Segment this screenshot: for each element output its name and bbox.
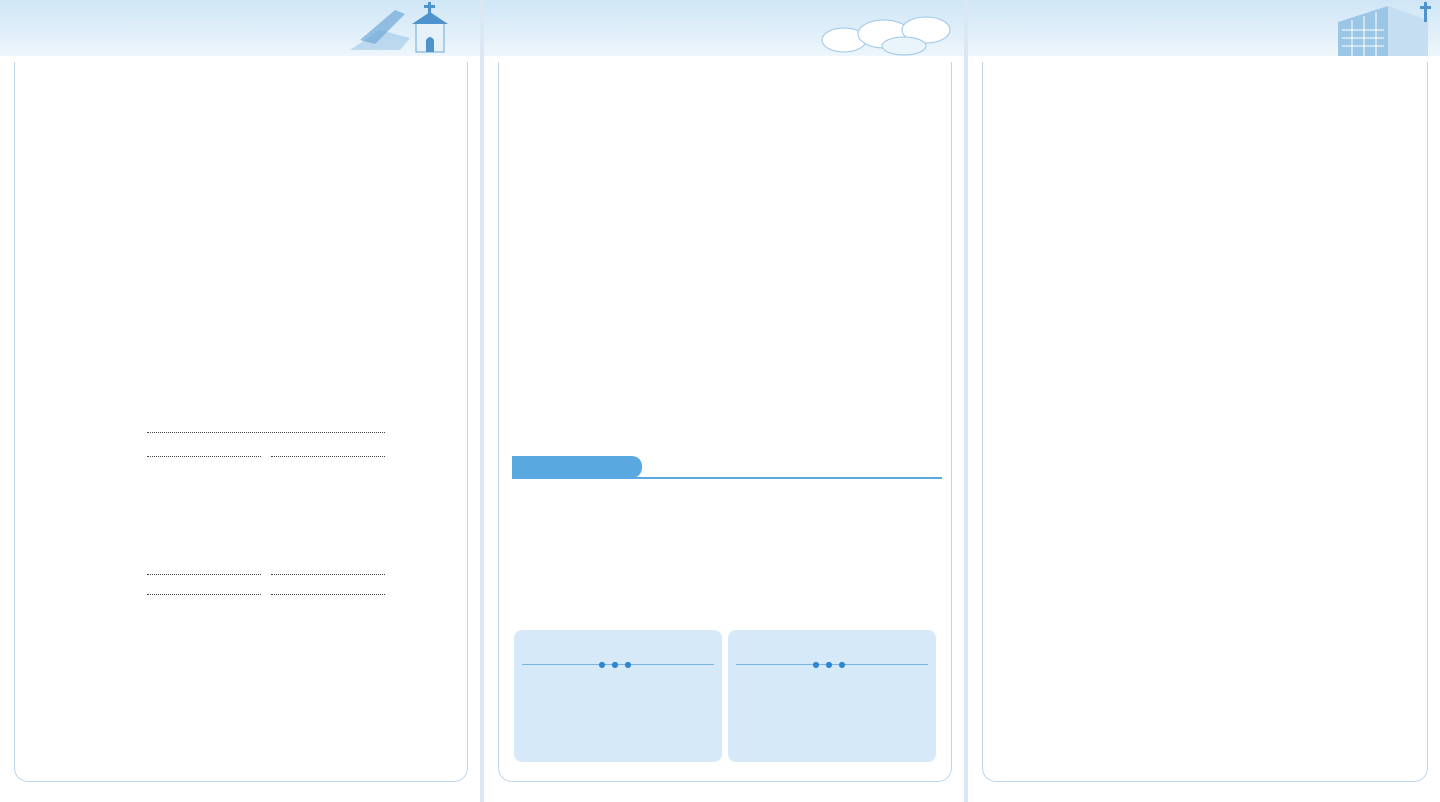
praise-row-1 [62,570,468,571]
sheep-icon [804,0,964,56]
wednesday-header [512,456,942,478]
panel-header [484,0,964,56]
friday-prayer-box [728,630,936,762]
sunday-afternoon-panel [484,0,964,802]
panel-frame [982,62,1428,782]
dots-icon: ●●● [812,660,852,669]
church-building-icon [1328,0,1440,56]
panel-header [0,0,480,56]
hymn-row [62,452,468,453]
panel-header [968,0,1440,56]
chapel-icon [340,0,480,56]
creed-row [62,428,468,429]
praise-row-2 [144,590,468,591]
dots-icon: ●●● [598,660,638,669]
sunday-morning-panel [0,0,480,802]
panel-frame [14,62,468,782]
sermon-panel [968,0,1440,802]
dawn-prayer-box [514,630,722,762]
